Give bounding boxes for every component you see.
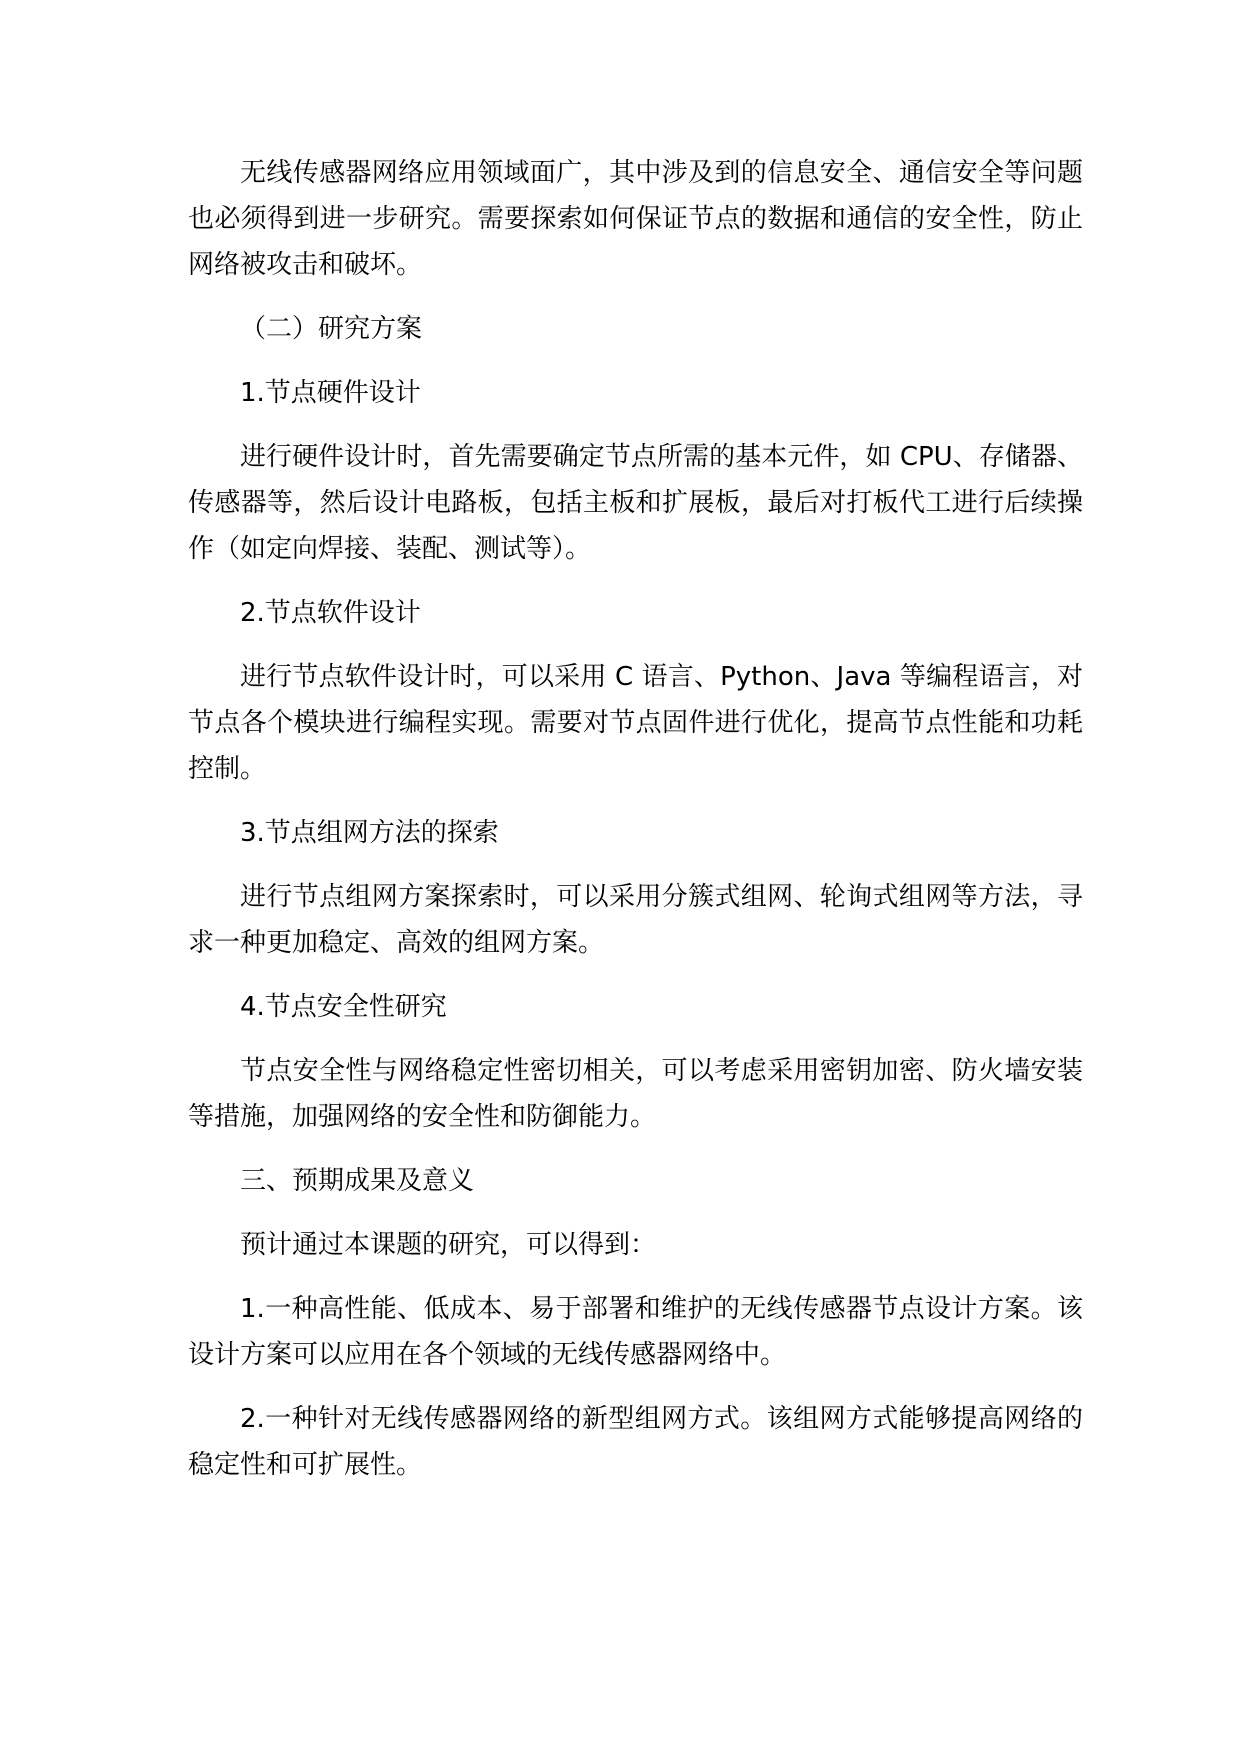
paragraph-security-research: 无线传感器网络应用领域面广，其中涉及到的信息安全、通信安全等问题也必须得到进一步研究。需要探索如何保证节点的数据和通信的安全性，防止网络被攻击和破坏。 [188, 158, 1083, 280]
heading-expected-results: 三、预期成果及意义 [240, 1166, 475, 1196]
paragraph-software-design: 进行节点软件设计时，可以采用 C 语言、Python、Java 等编程语言，对节点各个模块进行编程实现。需要对节点固件进行优化，提高节点性能和功耗控制。 [188, 662, 1083, 784]
heading-node-security: 4.节点安全性研究 [240, 992, 447, 1022]
paragraph-result-one: 1.一种高性能、低成本、易于部署和维护的无线传感器节点设计方案。该设计方案可以应用在各个领域的无线传感器网络中。 [188, 1294, 1083, 1370]
paragraph-expected-intro: 预计通过本课题的研究，可以得到： [240, 1230, 657, 1260]
heading-hardware-design: 1.节点硬件设计 [240, 378, 421, 408]
heading-research-plan: （二）研究方案 [240, 314, 423, 344]
paragraph-result-two: 2.一种针对无线传感器网络的新型组网方式。该组网方式能够提高网络的稳定性和可扩展性。 [188, 1404, 1083, 1480]
paragraph-networking-method: 进行节点组网方案探索时，可以采用分簇式组网、轮询式组网等方法，寻求一种更加稳定、高效的组网方案。 [188, 882, 1083, 958]
heading-software-design: 2.节点软件设计 [240, 598, 421, 628]
heading-networking-method: 3.节点组网方法的探索 [240, 818, 499, 848]
document-body [188, 150, 1083, 1506]
paragraph-node-security: 节点安全性与网络稳定性密切相关，可以考虑采用密钥加密、防火墙安装等措施，加强网络的安全性和防御能力。 [188, 1056, 1083, 1132]
paragraph-hardware-design: 进行硬件设计时，首先需要确定节点所需的基本元件，如 CPU、存储器、传感器等，然后设计电路板，包括主板和扩展板，最后对打板代工进行后续操作（如定向焊接、装配、测试等）。 [188, 442, 1083, 564]
